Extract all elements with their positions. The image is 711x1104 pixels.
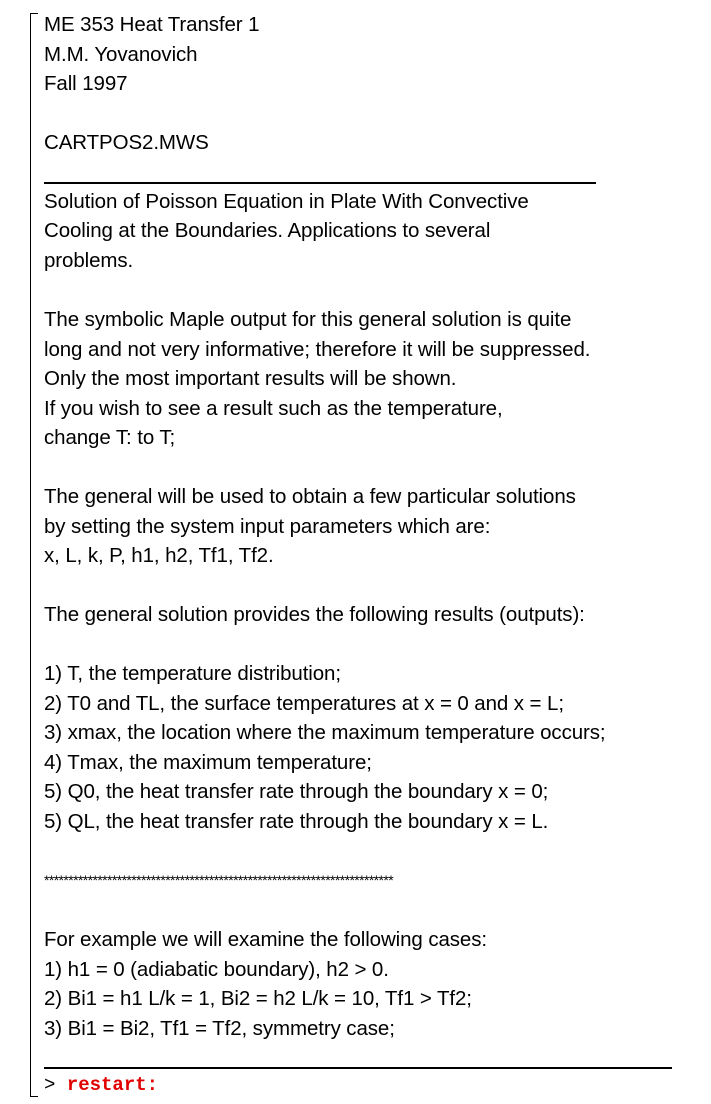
description-line: Cooling at the Boundaries. Applications to several [44,219,491,242]
inputs-line: The general will be used to obtain a few particular solutions [44,485,576,508]
section-bracket[interactable] [30,13,31,1097]
term-label: Fall 1997 [44,72,128,95]
section-bracket-bottom [30,1096,38,1097]
note-line: long and not very informative; therefore it will be suppressed. [44,338,591,361]
output-item: 4) Tmax, the maximum temperature; [44,751,372,774]
case-item: 2) Bi1 = h1 L/k = 1, Bi2 = h2 L/k = 10, Tf1 > Tf2; [44,987,472,1010]
description-line: problems. [44,249,134,272]
asterisk-separator: ************************************************************************ [44,872,394,888]
divider-line-top [44,182,596,184]
output-item: 3) xmax, the location where the maximum temperature occurs; [44,721,606,744]
case-item: 1) h1 = 0 (adiabatic boundary), h2 > 0. [44,958,389,981]
inputs-line: x, L, k, P, h1, h2, Tf1, Tf2. [44,544,274,567]
restart-command[interactable]: restart: [66,1074,159,1096]
divider-line-bottom [44,1067,672,1069]
output-item: 5) QL, the heat transfer rate through the boundary x = L. [44,810,549,833]
output-item: 1) T, the temperature distribution; [44,662,341,685]
author-name: M.M. Yovanovich [44,43,198,66]
inputs-line: by setting the system input parameters which are: [44,515,491,538]
description-line: Solution of Poisson Equation in Plate With Convective [44,190,529,213]
output-item: 2) T0 and TL, the surface temperatures at x = 0 and x = L; [44,692,564,715]
prompt-symbol: > [44,1074,56,1096]
outputs-intro: The general solution provides the following results (outputs): [44,603,585,626]
note-line: change T: to T; [44,426,176,449]
course-title: ME 353 Heat Transfer 1 [44,13,260,36]
output-item: 5) Q0, the heat transfer rate through the boundary x = 0; [44,780,549,803]
case-item: 3) Bi1 = Bi2, Tf1 = Tf2, symmetry case; [44,1017,395,1040]
note-line: The symbolic Maple output for this general solution is quite [44,308,572,331]
note-line: Only the most important results will be shown. [44,367,457,390]
note-line: If you wish to see a result such as the temperature, [44,397,503,420]
input-prompt-line[interactable] [44,1074,158,1096]
worksheet-filename: CARTPOS2.MWS [44,131,209,154]
section-bracket-top [30,13,38,14]
cases-intro: For example we will examine the following cases: [44,928,487,951]
